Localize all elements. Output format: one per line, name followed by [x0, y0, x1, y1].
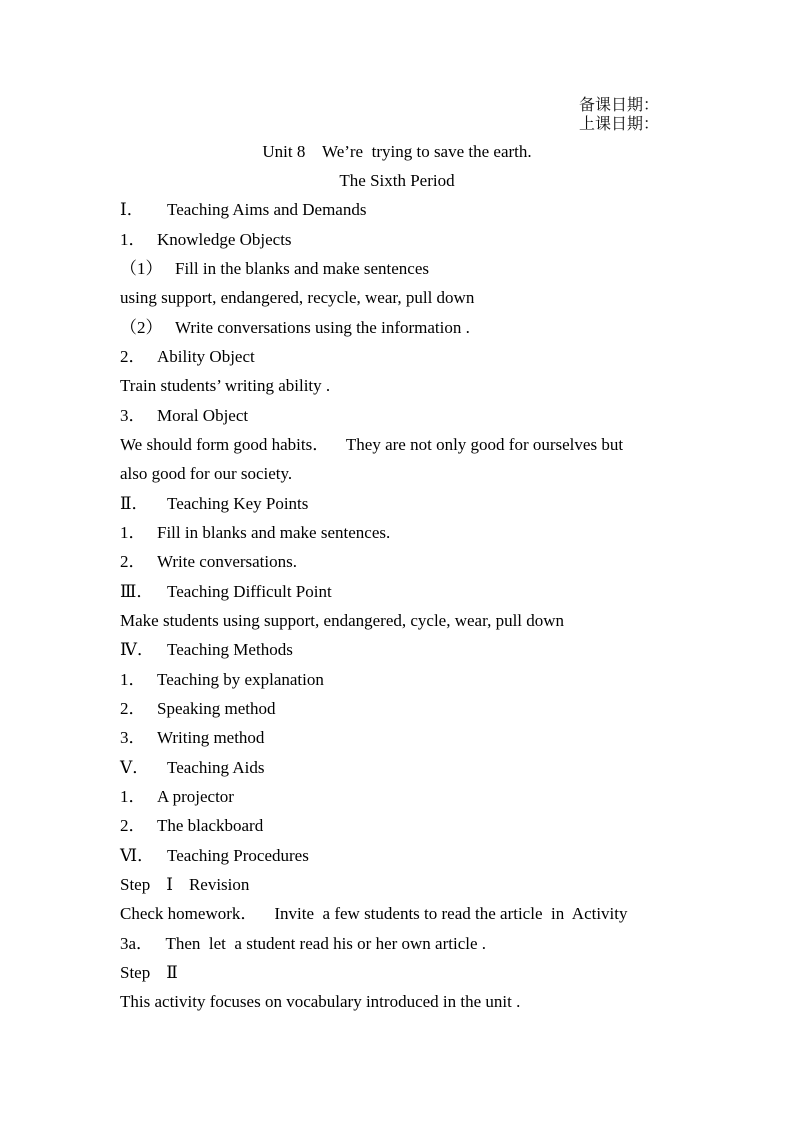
moral-text-line-2: also good for our society. [120, 464, 293, 483]
sub-item-2 [120, 318, 680, 338]
item-number: 1． [120, 670, 146, 689]
item-text: A projector [157, 787, 234, 806]
item-text: Speaking method [157, 699, 276, 718]
step-label: Step [120, 875, 151, 894]
section-heading-aims [120, 200, 680, 220]
period-title: The Sixth Period [339, 171, 455, 190]
section-heading-key-points [120, 494, 680, 514]
item-text: Fill in blanks and make sentences. [157, 523, 391, 542]
step-1-text-line-2: 3a． Then let a student read his or her own article . [120, 934, 487, 953]
moral-text-line-1: We should form good habits． They are not only good for ourselves but [120, 435, 624, 454]
prep-date-label: 备课日期： [579, 95, 660, 114]
sub-item-text: Write conversations using the information . [175, 318, 470, 337]
item-text: Writing method [157, 728, 265, 747]
sub-item-marker: （1） [120, 259, 163, 278]
list-item [120, 728, 680, 748]
difficult-point-text: Make students using support, endangered, cycle, wear, pull down [120, 611, 565, 630]
section-heading-text: Teaching Key Points [167, 494, 309, 513]
item-text: Moral Object [157, 406, 249, 425]
item-text: Write conversations. [157, 552, 297, 571]
section-marker: Ⅵ． [120, 846, 155, 865]
class-date-label: 上课日期： [579, 114, 660, 133]
list-item-knowledge [120, 230, 680, 250]
ability-text: Train students’ writing ability . [120, 376, 331, 395]
section-heading-text: Teaching Methods [167, 640, 293, 659]
section-marker: Ⅳ． [120, 640, 154, 659]
step-heading-2 [120, 963, 680, 983]
item-text: Knowledge Objects [157, 230, 292, 249]
section-heading-difficult-point [120, 582, 680, 602]
step-1-text-line-1: Check homework． Invite a few students to read the article in Activity [120, 904, 628, 923]
section-marker: Ⅱ． [120, 494, 149, 513]
sub-item-1-continued: using support, endangered, recycle, wear, pull down [120, 288, 475, 307]
list-item [120, 787, 680, 807]
item-number: 2． [120, 816, 146, 835]
date-block [579, 95, 659, 133]
item-number: 1． [120, 787, 146, 806]
section-heading-text: Teaching Aids [167, 758, 265, 777]
sub-item-1 [120, 259, 680, 279]
list-item [120, 699, 680, 719]
item-number: 3． [120, 728, 146, 747]
section-marker: Ⅴ． [120, 758, 150, 777]
list-item [120, 552, 680, 572]
item-number: 1． [120, 523, 146, 542]
item-text: Teaching by explanation [157, 670, 324, 689]
list-item-ability [120, 347, 680, 367]
list-item [120, 816, 680, 836]
item-number: 1． [120, 230, 146, 249]
sub-item-marker: （2） [120, 318, 163, 337]
section-marker: Ⅰ． [120, 200, 144, 219]
section-heading-procedures [120, 846, 680, 866]
section-heading-text: Teaching Aims and Demands [167, 200, 367, 219]
sub-item-text: Fill in the blanks and make sentences [175, 259, 429, 278]
list-item [120, 523, 680, 543]
step-label: Step [120, 963, 151, 982]
item-text: Ability Object [157, 347, 255, 366]
step-numeral: Ⅱ [166, 963, 178, 982]
section-heading-aids [120, 758, 680, 778]
section-heading-text: Teaching Difficult Point [167, 582, 332, 601]
step-heading-1 [120, 875, 680, 895]
step-2-text: This activity focuses on vocabulary introduced in the unit . [120, 992, 521, 1011]
list-item [120, 670, 680, 690]
item-number: 2． [120, 699, 146, 718]
list-item-moral [120, 406, 680, 426]
step-numeral: Ⅰ [166, 875, 173, 894]
item-number: 2． [120, 552, 146, 571]
step-title: Revision [188, 875, 250, 894]
item-number: 3． [120, 406, 146, 425]
section-marker: Ⅲ． [120, 582, 154, 601]
section-heading-text: Teaching Procedures [167, 846, 309, 865]
unit-title: Unit 8 We’re trying to save the earth. [262, 142, 532, 161]
item-text: The blackboard [157, 816, 264, 835]
section-heading-methods [120, 640, 680, 660]
item-number: 2． [120, 347, 146, 366]
